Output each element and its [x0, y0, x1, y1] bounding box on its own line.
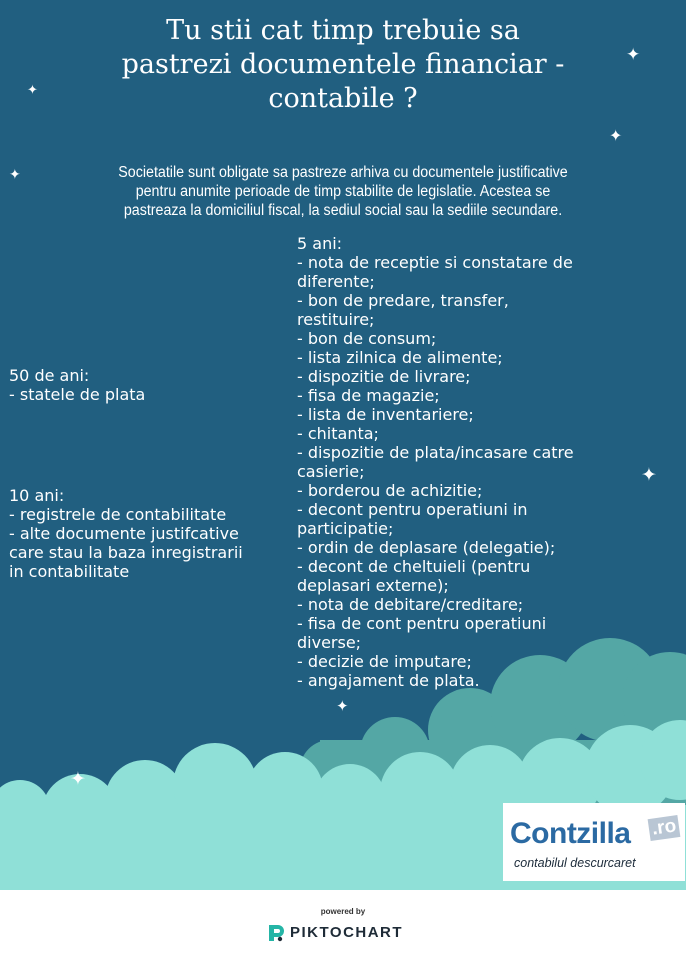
- piktochart-wordmark: PIKTOCHART: [290, 924, 404, 941]
- logo-suffix: .ro: [648, 815, 681, 841]
- powered-by-label: powered by: [320, 907, 366, 916]
- star-icon: ✦: [336, 697, 349, 715]
- list-item: - statele de plata: [9, 385, 146, 404]
- list-item: - fisa de cont pentru operatiuni: [297, 614, 547, 633]
- star-icon: ✦: [9, 167, 21, 183]
- list-item: - nota de receptie si constatare de: [297, 253, 573, 272]
- section-heading: 50 de ani:: [9, 366, 90, 385]
- list-item: - decizie de imputare;: [297, 652, 472, 671]
- logo-tagline: contabilul descurcaret: [514, 856, 636, 870]
- list-item: - fisa de magazie;: [297, 386, 440, 405]
- section-5-years: [297, 234, 574, 690]
- page-title: [60, 14, 626, 116]
- intro-line: pentru anumite perioade de timp stabilite de legislatie. Acestea se: [135, 183, 551, 200]
- intro-line: Societatile sunt obligate sa pastreze arhiva cu documentele justificative: [118, 164, 568, 181]
- list-item: - angajament de plata.: [297, 671, 480, 690]
- section-heading: 10 ani:: [9, 486, 65, 505]
- list-item: in contabilitate: [9, 562, 130, 581]
- title-line: Tu stii cat timp trebuie sa: [166, 15, 520, 46]
- section-10-years: [9, 486, 243, 581]
- star-icon: ✦: [609, 126, 623, 145]
- list-item: - dispozitie de livrare;: [297, 367, 471, 386]
- section-heading: 5 ani:: [297, 234, 343, 253]
- logo-name: Contzilla: [510, 817, 631, 850]
- intro-paragraph: [55, 163, 631, 220]
- star-icon: ✦: [641, 464, 657, 486]
- list-item: diferente;: [297, 272, 375, 291]
- contzilla-logo: [503, 803, 685, 881]
- footer: [0, 890, 686, 960]
- star-icon: ✦: [27, 83, 38, 98]
- list-item: - decont pentru operatiuni in: [297, 500, 528, 519]
- list-item: deplasari externe);: [297, 576, 449, 595]
- section-50-years: [9, 366, 145, 404]
- list-item: casierie;: [297, 462, 365, 481]
- list-item: - dispozitie de plata/incasare catre: [297, 443, 574, 462]
- list-item: - chitanta;: [297, 424, 379, 443]
- list-item: - alte documente justifcative: [9, 524, 239, 543]
- list-item: - bon de consum;: [297, 329, 437, 348]
- list-item: - registrele de contabilitate: [9, 505, 227, 524]
- list-item: - borderou de achizitie;: [297, 481, 483, 500]
- list-item: - ordin de deplasare (delegatie);: [297, 538, 556, 557]
- list-item: - lista de inventariere;: [297, 405, 474, 424]
- list-item: - decont de cheltuieli (pentru: [297, 557, 531, 576]
- list-item: - nota de debitare/creditare;: [297, 595, 524, 614]
- list-item: diverse;: [297, 633, 362, 652]
- list-item: - lista zilnica de alimente;: [297, 348, 503, 367]
- star-icon: ✦: [70, 768, 86, 790]
- list-item: - bon de predare, transfer,: [297, 291, 509, 310]
- star-icon: ✦: [626, 45, 641, 65]
- intro-line: pastreaza la domiciliul fiscal, la sediul social sau la sediile secundare.: [123, 202, 563, 219]
- title-line: pastrezi documentele financiar -: [121, 49, 565, 80]
- list-item: restituire;: [297, 310, 375, 329]
- list-item: care stau la baza inregistrarii: [9, 543, 243, 562]
- title-line: contabile ?: [268, 83, 418, 114]
- list-item: participatie;: [297, 519, 394, 538]
- piktochart-logo-icon: [266, 923, 286, 943]
